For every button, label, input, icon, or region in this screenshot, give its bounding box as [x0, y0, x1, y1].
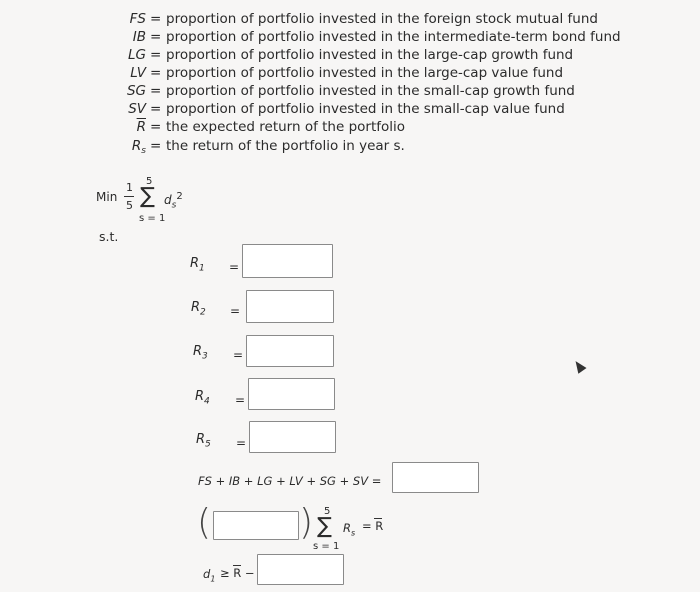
definition-equals: =: [150, 83, 162, 99]
definition-text: proportion of portfolio invested in the large-cap growth fund: [166, 47, 574, 63]
definition-text: proportion of portfolio invested in the foreign stock mutual fund: [166, 11, 598, 27]
constraint-label: $R_3$: [193, 344, 208, 362]
definition-variable: FS: [129, 11, 146, 27]
expected-sum-upper-limit: 5: [324, 506, 331, 517]
mouse-cursor-icon: [571, 358, 586, 374]
definition-equals: =: [150, 65, 162, 81]
definition-equals: =: [150, 11, 162, 27]
definition-text: the return of the portfolio in year s.: [166, 138, 405, 154]
deviation-input[interactable]: [257, 554, 344, 585]
definition-text: proportion of portfolio invested in the large-cap value fund: [166, 65, 564, 81]
open-paren: (: [197, 502, 212, 543]
fraction-denominator: 5: [126, 199, 133, 212]
expected-sum-term: $R_s$: [343, 521, 356, 538]
definition-equals: =: [150, 29, 162, 45]
constraint-input[interactable]: [248, 378, 335, 410]
expected-sum-lower-limit: s = 1: [313, 541, 340, 552]
constraint-input[interactable]: [249, 421, 336, 453]
constraint-equals: =: [229, 260, 240, 274]
definition-variable: LG: [128, 47, 146, 63]
definition-variable: SV: [128, 101, 146, 117]
sum-constraint-label: FS + IB + LG + LV + SG + SV =: [198, 474, 382, 488]
definition-equals: =: [150, 119, 162, 135]
constraint-label: $R_4$: [195, 389, 210, 407]
definition-row: [128, 46, 608, 64]
definition-row: [136, 118, 608, 136]
definition-row: [129, 10, 608, 28]
constraint-label: $R_1$: [190, 256, 205, 274]
definition-variable: IB: [132, 29, 146, 45]
definition-equals: =: [150, 101, 162, 117]
fraction-numerator: 1: [126, 181, 133, 194]
constraint-equals: =: [235, 393, 246, 407]
definition-text: proportion of portfolio invested in the small-cap growth fund: [166, 83, 575, 99]
definition-text: proportion of portfolio invested in the small-cap value fund: [166, 101, 565, 117]
deviation-lhs: $d_1$: [203, 567, 216, 584]
subject-to-label: s.t.: [99, 229, 119, 244]
definition-variable: $\overline{R}$: [136, 119, 146, 135]
constraint-label: $R_5$: [196, 432, 211, 450]
summation-icon: ∑: [317, 514, 332, 539]
definition-row: [128, 100, 608, 118]
constraint-equals: =: [230, 304, 241, 318]
sum-upper-limit: 5: [146, 176, 153, 187]
deviation-variable: $d_s^2$: [164, 191, 183, 211]
min-label: Min: [96, 190, 118, 204]
deviation-relation: ≥ R −: [220, 566, 255, 580]
definition-row: [130, 64, 608, 82]
expected-return-input[interactable]: [213, 511, 299, 540]
definition-text: proportion of portfolio invested in the intermediate-term bond fund: [166, 29, 621, 45]
definition-text: the expected return of the portfolio: [166, 119, 406, 135]
definition-variable: $R_s$: [131, 138, 146, 156]
constraint-input[interactable]: [246, 335, 334, 367]
summation-icon: ∑: [140, 184, 155, 209]
r-bar-overline: [374, 518, 382, 519]
constraint-equals: =: [236, 436, 247, 450]
definition-row: [131, 137, 608, 156]
definition-variable: SG: [126, 83, 146, 99]
constraint-input[interactable]: [246, 290, 334, 323]
sum-lower-limit: s = 1: [139, 213, 166, 224]
close-paren: ): [299, 502, 314, 543]
constraint-label: $R_2$: [191, 300, 206, 318]
definition-variable: LV: [130, 65, 146, 81]
constraint-input[interactable]: [242, 244, 333, 278]
definition-row: [132, 28, 621, 46]
r-bar-overline: [233, 565, 241, 566]
sum-constraint-input[interactable]: [392, 462, 479, 493]
expected-sum-rhs: = R: [362, 519, 384, 533]
constraint-equals: =: [233, 348, 244, 362]
definition-row: [126, 82, 608, 100]
fraction-bar: [124, 196, 134, 197]
definition-equals: =: [150, 138, 162, 154]
definition-equals: =: [150, 47, 162, 63]
